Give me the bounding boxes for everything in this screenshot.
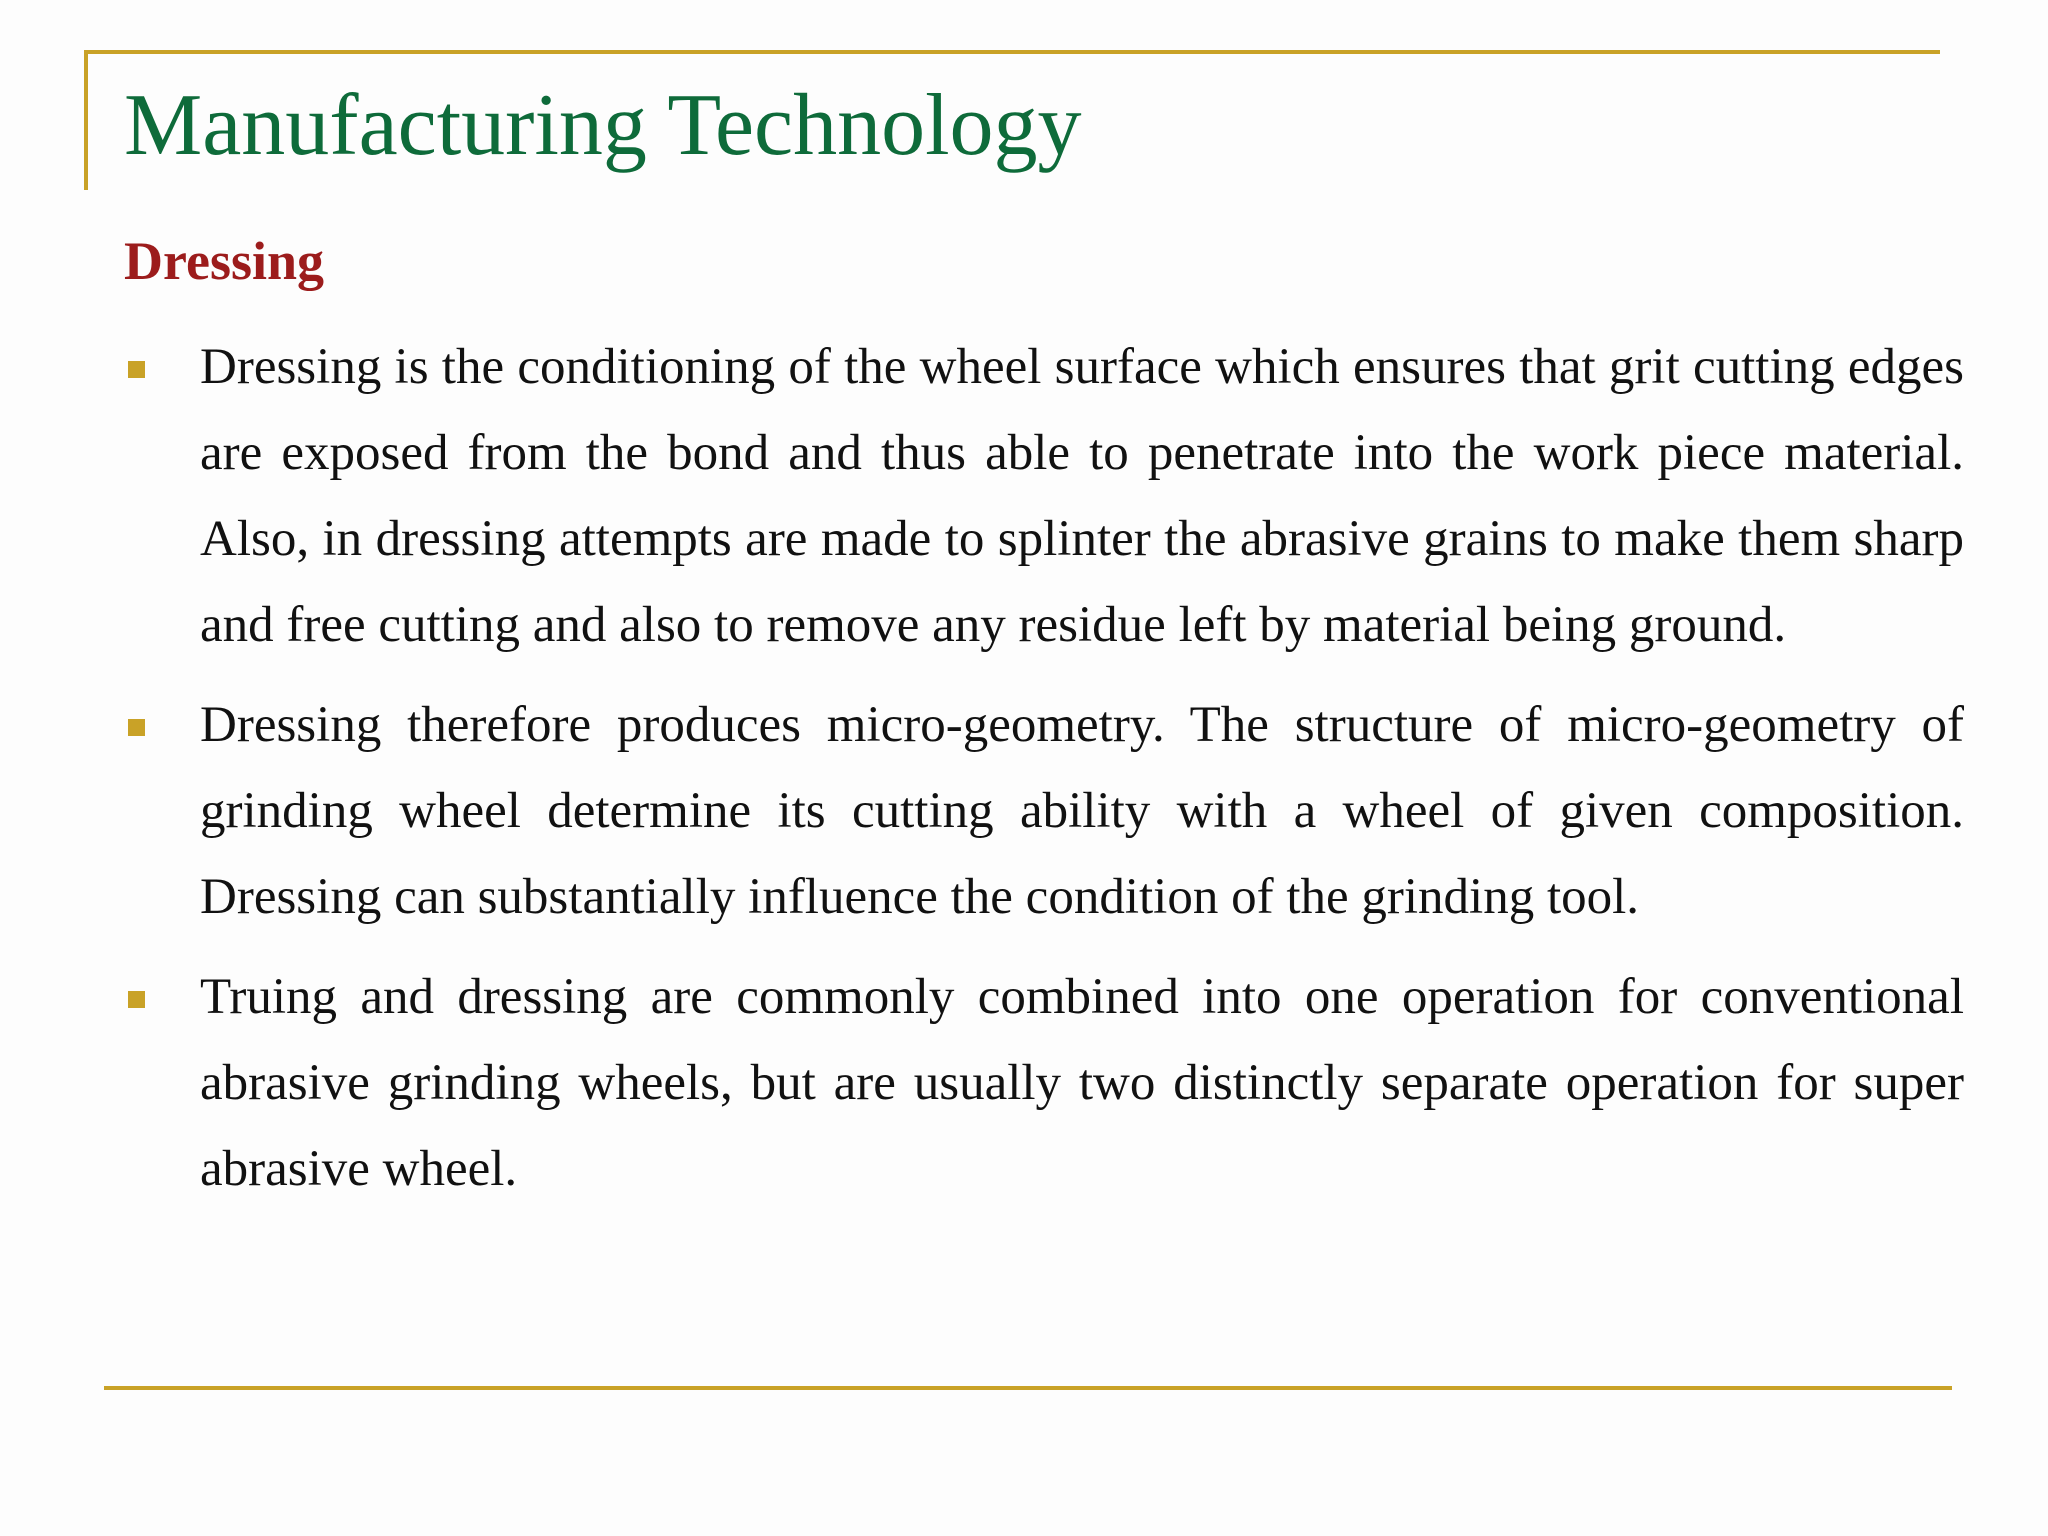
- square-bullet-icon: [128, 361, 145, 378]
- section-heading: Dressing: [124, 231, 325, 291]
- bullet-item: [124, 682, 1964, 940]
- left-divider: [84, 50, 88, 190]
- bullet-text: Dressing is the conditioning of the wheel surface which ensures that grit cutting edges are exposed from the bond and thus able to penetrate into the work piece material. Also, in dressing attempts are made to splinter the abrasive grains to make them sharp and free cutting and also to remove any residue left by material being ground.: [200, 339, 1964, 653]
- bullet-text: Truing and dressing are commonly combined into one operation for conventional abrasive grinding wheels, but are usually two distinctly separate operation for super abrasive wheel.: [200, 969, 1964, 1197]
- bottom-divider: [104, 1386, 1952, 1390]
- top-divider: [84, 50, 1940, 54]
- slide-title: Manufacturing Technology: [124, 77, 1082, 174]
- bullet-text: Dressing therefore produces micro-geometry. The structure of micro-geometry of grinding wheel determine its cutting ability with a wheel of given composition. Dressing can substantially influence the condition of the grinding tool.: [200, 697, 1964, 925]
- bullet-item: [124, 324, 1964, 668]
- bullet-list: [124, 324, 1964, 1226]
- bullet-item: [124, 954, 1964, 1212]
- square-bullet-icon: [128, 991, 145, 1008]
- square-bullet-icon: [128, 719, 145, 736]
